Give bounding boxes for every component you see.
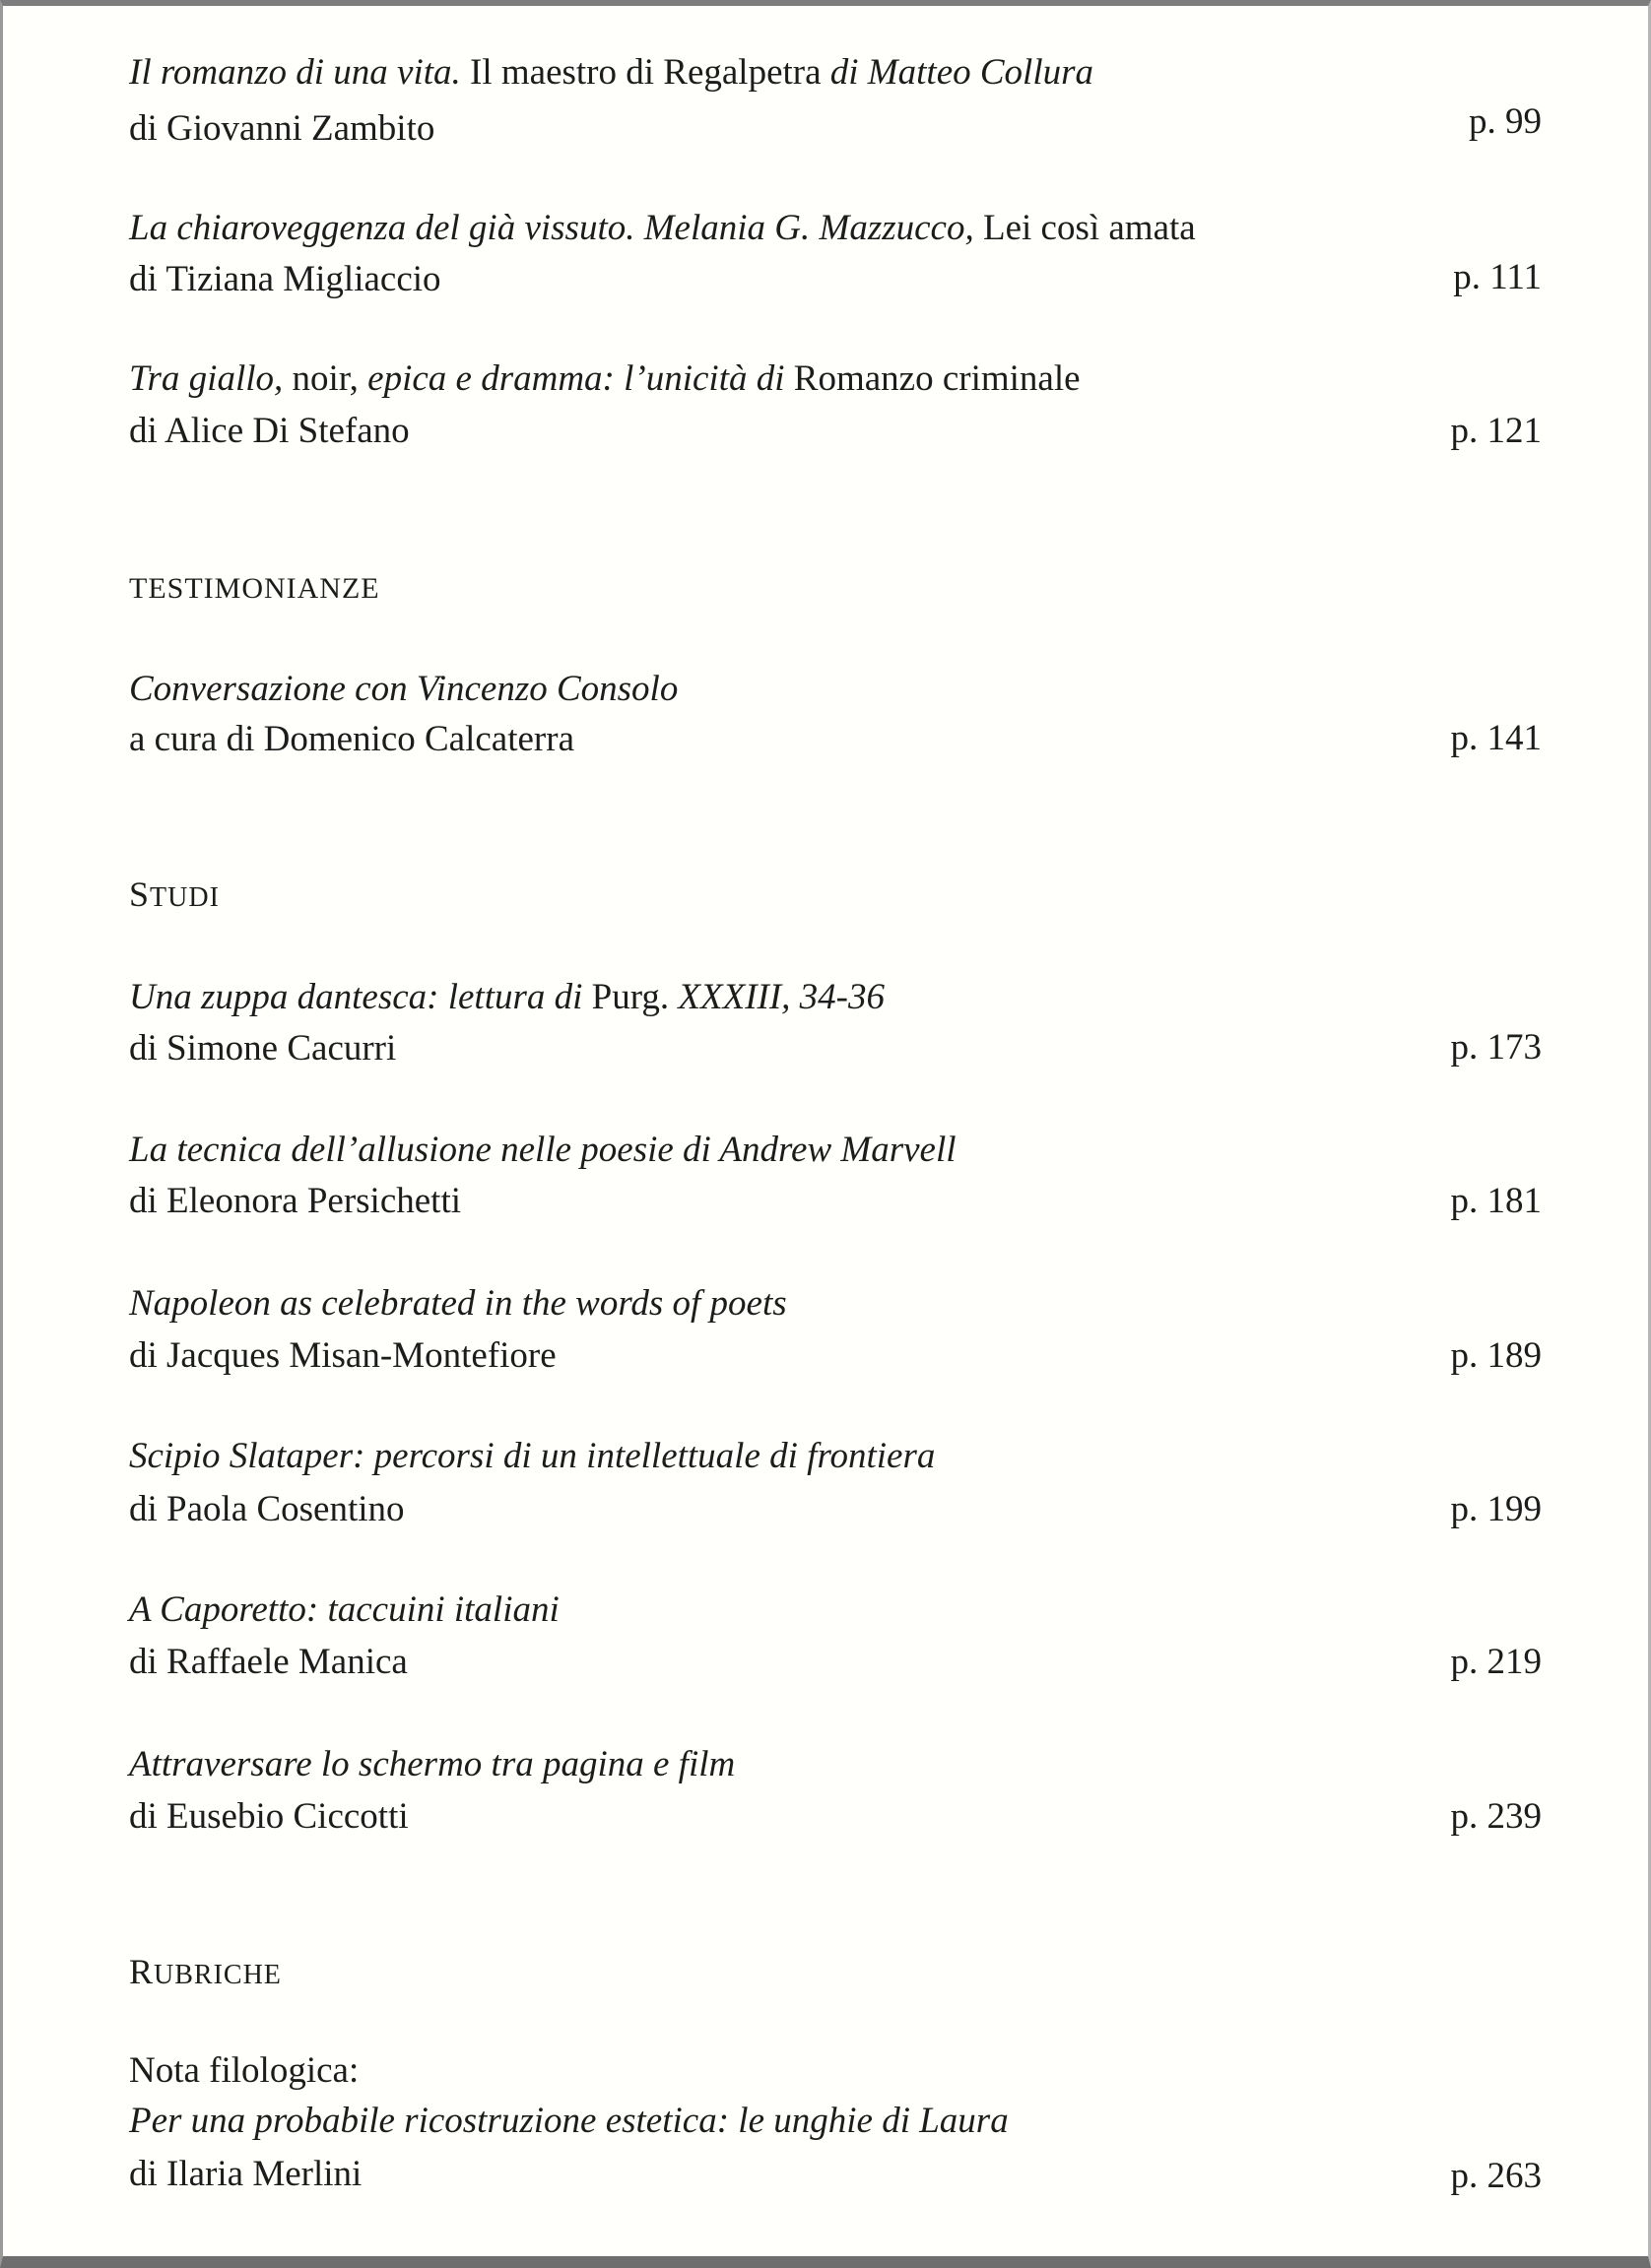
entry-title: Una zuppa dantesca: lettura di Purg. XXXIII, 34-36 [129,977,885,1017]
entry-heading: Nota filologica: [129,2050,360,2091]
entry-author: di Tiziana Migliaccio [129,259,441,299]
page-number: p. 239 [1450,1796,1542,1837]
entry-title: Per una probabile ricostruzione estetica: le unghie di Laura [129,2101,1009,2141]
entry-author: di Giovanni Zambito [129,108,435,149]
entry-author: di Simone Cacurri [129,1028,397,1069]
entry-author: di Alice Di Stefano [129,411,410,451]
page-number: p. 219 [1450,1642,1542,1682]
entry-title: Conversazione con Vincenzo Consolo [129,669,679,709]
page-number: p. 263 [1450,2156,1542,2196]
entry-author: di Raffaele Manica [129,1642,408,1682]
entry-author: di Paola Cosentino [129,1489,405,1529]
page-number: p. 199 [1450,1489,1542,1529]
entry-author: di Eleonora Persichetti [129,1181,462,1221]
page-number: p. 173 [1450,1027,1542,1068]
entry-author: di Jacques Misan-Montefiore [129,1335,557,1376]
entry-title: Napoleon as celebrated in the words of poets [129,1283,787,1324]
page-number: p. 189 [1450,1335,1542,1376]
section-heading-studi: STUDI [129,875,220,914]
entry-title: Scipio Slataper: percorsi di un intellettuale di frontiera [129,1436,936,1476]
entry-title: Attraversare lo schermo tra pagina e film [129,1744,736,1784]
entry-title: La chiaroveggenza del già vissuto. Melania G. Mazzucco, Lei così amata [129,208,1196,248]
page-number: p. 111 [1453,257,1542,297]
page-number: p. 99 [1469,101,1542,142]
entry-author: di Eusebio Ciccotti [129,1796,409,1837]
entry-title: A Caporetto: taccuini italiani [129,1589,560,1630]
page-number: p. 141 [1450,718,1542,758]
section-heading-rubriche: RUBRICHE [129,1952,282,1991]
entry-title: Tra giallo, noir, epica e dramma: l’unicità di Romanzo criminale [129,358,1081,399]
section-heading-testimonianze: TESTIMONIANZE [129,572,380,605]
entry-author: di Ilaria Merlini [129,2154,363,2194]
entry-author: a cura di Domenico Calcaterra [129,719,574,759]
page-number: p. 121 [1450,411,1542,451]
page-number: p. 181 [1450,1181,1542,1221]
entry-title: Il romanzo di una vita. Il maestro di Regalpetra di Matteo Collura [129,52,1094,93]
entry-title: La tecnica dell’allusione nelle poesie di Andrew Marvell [129,1130,957,1170]
